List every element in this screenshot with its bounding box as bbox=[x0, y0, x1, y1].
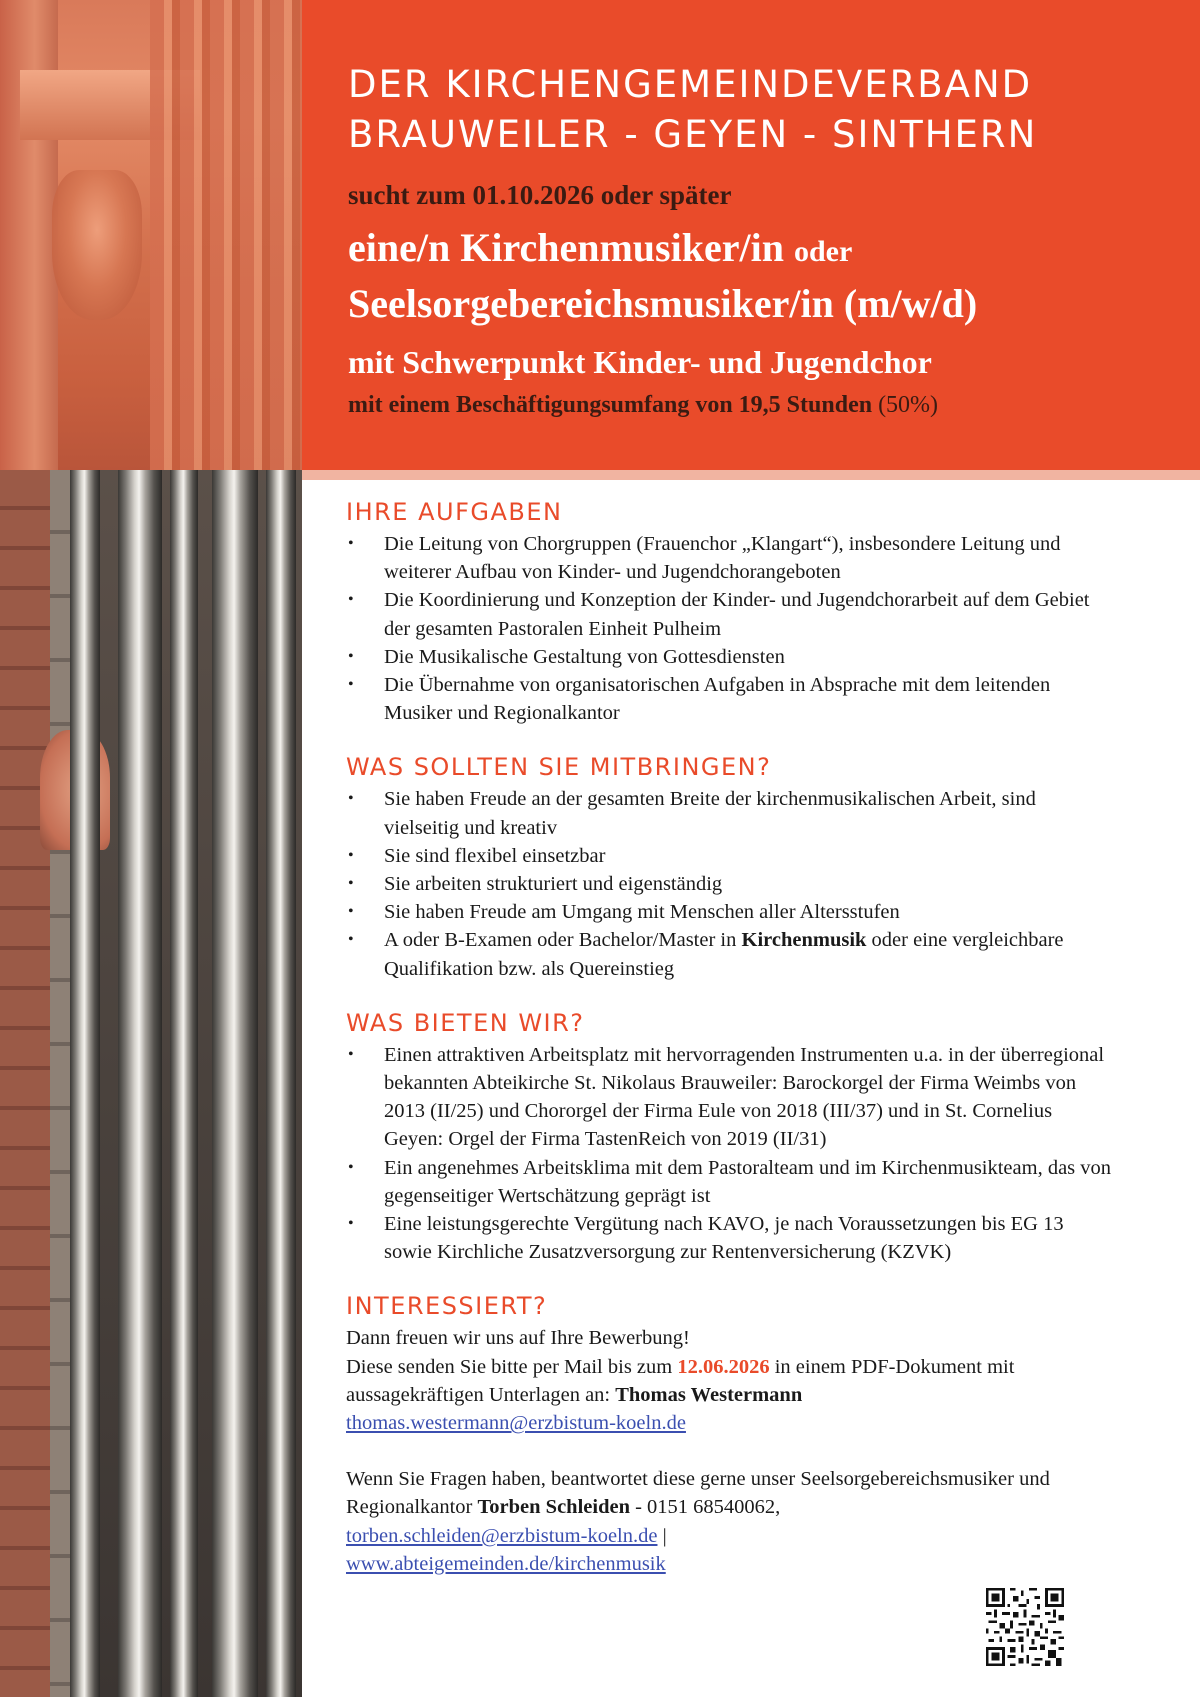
list-item: • Sie sind flexibel einsetzbar bbox=[346, 842, 1116, 870]
org-name-line1: DER KIRCHENGEMEINDEVERBAND bbox=[348, 63, 1033, 106]
bullet-icon: • bbox=[348, 676, 354, 694]
contact-email-link[interactable]: thomas.westermann@erzbistum-koeln.de bbox=[346, 1412, 686, 1435]
position-title bbox=[348, 222, 1188, 330]
list-item: • Die Koordinierung und Konzeption der Kinder- und Jugendchorarbeit auf dem Gebiet der gesamten Pastoralen Einheit Pulheim bbox=[346, 586, 1116, 642]
list-item: • Die Musikalische Gestaltung von Gottesdiensten bbox=[346, 643, 1116, 671]
bullet-icon: • bbox=[348, 1158, 354, 1176]
website-link[interactable]: www.abteigemeinden.de/kirchenmusik bbox=[346, 1552, 666, 1575]
bieten-list bbox=[346, 1041, 1116, 1267]
list-item: • Die Leitung von Chorgruppen (Frauenchor „Klangart“), insbesondere Leitung und weiterer Aufbau von Kinder- und Jugendchorangeboten bbox=[346, 530, 1116, 586]
job-description bbox=[346, 496, 1116, 1578]
focus-line: mit Schwerpunkt Kinder- und Jugendchor bbox=[348, 344, 932, 380]
questions-phone: - 0151 68540062, bbox=[629, 1496, 781, 1519]
application-intro: Dann freuen wir uns auf Ihre Bewerbung! bbox=[346, 1327, 690, 1350]
bullet-icon: • bbox=[348, 535, 354, 552]
position-title-part2: Seelsorgebereichsmusiker/in (m/w/d) bbox=[348, 281, 978, 326]
deadline-date: 12.06.2026 bbox=[677, 1355, 770, 1378]
column-capital bbox=[52, 170, 142, 320]
section-title-mitbringen: WAS SOLLTEN SIE MITBRINGEN? bbox=[346, 753, 772, 782]
aufgaben-list bbox=[346, 530, 1116, 727]
kirchenmusik-bold: Kirchenmusik bbox=[741, 929, 867, 952]
mitbringen-list bbox=[346, 785, 1116, 982]
position-title-part1: eine/n Kirchenmusiker/in bbox=[348, 225, 784, 270]
organ-pipe bbox=[266, 470, 296, 1697]
organization-name bbox=[348, 60, 1037, 160]
list-item: • Die Übernahme von organisatorischen Aufgaben in Absprache mit dem leitenden Musiker und Regionalkantor bbox=[346, 671, 1116, 727]
questions-contact-name: Torben Schleiden bbox=[477, 1496, 630, 1519]
stone-column-photo bbox=[0, 0, 302, 470]
bullet-icon: • bbox=[348, 790, 354, 808]
organ-pipe bbox=[118, 470, 162, 1697]
organ-pipes-photo bbox=[0, 470, 302, 1697]
hours-line bbox=[348, 392, 938, 419]
list-item: • Sie haben Freude am Umgang mit Menschen aller Altersstufen bbox=[346, 898, 1116, 926]
contact-name: Thomas Westermann bbox=[615, 1383, 803, 1406]
organ-pipe bbox=[170, 470, 198, 1697]
bullet-icon: • bbox=[348, 591, 354, 609]
organ-photo bbox=[0, 0, 302, 1697]
section-title-aufgaben: IHRE AUFGABEN bbox=[346, 498, 563, 526]
section-title-bieten: WAS BIETEN WIR? bbox=[346, 1008, 585, 1037]
bullet-icon: • bbox=[348, 931, 354, 949]
bullet-icon: • bbox=[348, 1215, 354, 1233]
hours-percent: (50%) bbox=[878, 392, 939, 418]
bullet-icon: • bbox=[348, 903, 354, 921]
list-item: • Sie haben Freude an der gesamten Breite der kirchenmusikalischen Arbeit, sind vielseitig und kreativ bbox=[346, 785, 1116, 841]
organ-pipe bbox=[212, 470, 258, 1697]
questions-email-link[interactable]: torben.schleiden@erzbistum-koeln.de bbox=[346, 1524, 658, 1547]
application-instructions: Diese senden Sie bitte per Mail bis zum 12.06.2026 in einem PDF-Dokument mit aussagekräftigen Unterlagen an: Thomas Westermann thomas.westermann@erzbistum-koeln.de bbox=[346, 1355, 1015, 1435]
bullet-icon: • bbox=[348, 647, 354, 665]
org-name-line2: BRAUWEILER - GEYEN - SINTHERN bbox=[348, 113, 1038, 156]
section-title-interessiert: INTERESSIERT? bbox=[346, 1292, 548, 1321]
position-title-oder: oder bbox=[793, 235, 853, 268]
start-date-line: sucht zum 01.10.2026 oder später bbox=[348, 180, 732, 210]
questions-paragraph: Wenn Sie Fragen haben, beantwortet diese gerne unser Seelsorgebereichsmusiker und Regionalkantor Torben Schleiden - 0151 68540062, torben.schleiden@erzbistum-koeln.de | www.abteigemeinden.de/kirchenmusik bbox=[346, 1468, 1050, 1575]
bullet-icon: • bbox=[348, 875, 354, 893]
list-item: • A oder B-Examen oder Bachelor/Master in Kirchenmusik oder eine vergleichbare Qualifikation bzw. als Quereinstieg bbox=[346, 926, 1116, 982]
qr-code[interactable] bbox=[986, 1588, 1064, 1666]
list-item: • Einen attraktiven Arbeitsplatz mit hervorragenden Instrumenten u.a. in der überregional bekannten Abteikirche St. Nikolaus Brauweiler: Barockorgel der Firma Weimbs von 2013 (II/25) und Chororgel der Firma Eule von 2018 (III/37) und in St. Cornelius Geyen: Orgel der Firma TastenReich von 2019 (II/31) bbox=[346, 1041, 1116, 1154]
bullet-icon: • bbox=[348, 846, 354, 864]
organ-pipe bbox=[70, 470, 100, 1697]
hours-text: mit einem Beschäftigungsumfang von 19,5 Stunden bbox=[348, 392, 873, 418]
header-divider bbox=[302, 470, 1200, 480]
list-item: • Ein angenehmes Arbeitsklima mit dem Pastoralteam und im Kirchenmusikteam, das von gegenseitiger Wertschätzung geprägt ist bbox=[346, 1154, 1116, 1210]
header-banner bbox=[302, 0, 1200, 470]
list-item: • Eine leistungsgerechte Vergütung nach KAVO, je nach Voraussetzungen bis EG 13 sowie Kirchliche Zusatzversorgung zur Rentenversicherung (KZVK) bbox=[346, 1210, 1116, 1266]
bullet-icon: • bbox=[348, 1045, 354, 1063]
list-item: • Sie arbeiten strukturiert und eigenständig bbox=[346, 870, 1116, 898]
